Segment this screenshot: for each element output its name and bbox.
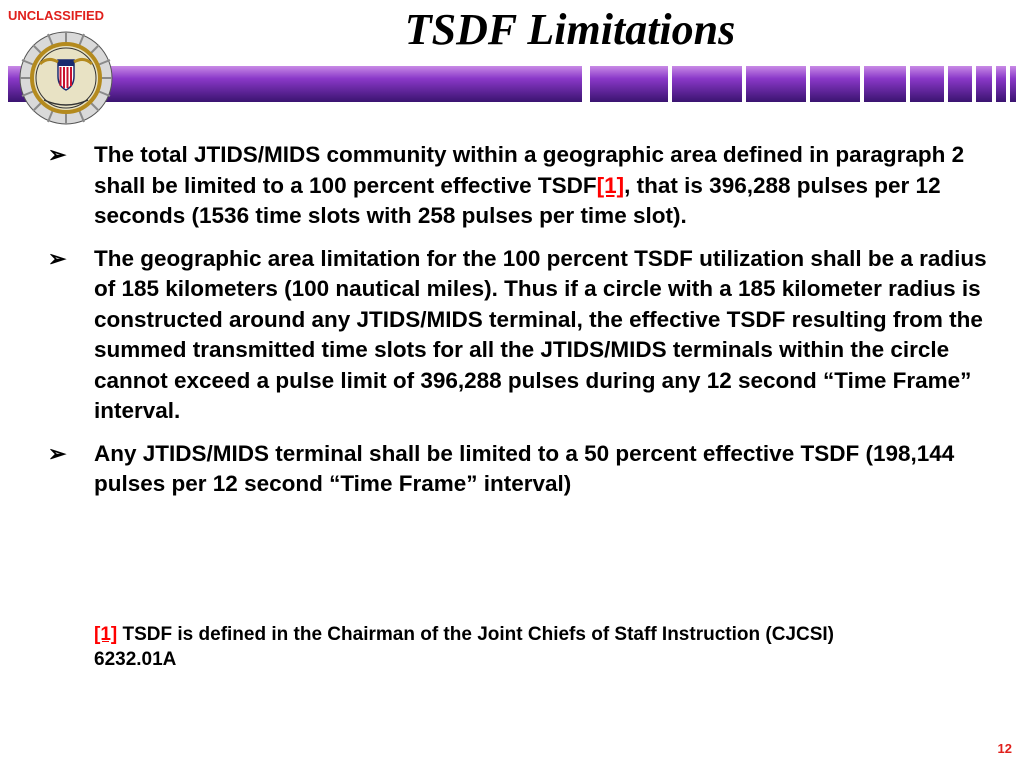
header-bar-segment [672, 66, 742, 102]
header-bar-strip [0, 66, 1024, 102]
reference-link[interactable]: [1] [596, 172, 625, 198]
bullet-text: Any JTIDS/MIDS terminal shall be limited to a 50 percent effective TSDF (198,144 pulses per 12 second “Time Frame” interval) [94, 440, 955, 496]
footnote-reference-link[interactable]: [1] [94, 624, 118, 645]
header-bar-segment [996, 66, 1006, 102]
arrow-bullet-icon: ➢ [48, 440, 67, 466]
bullet-item [48, 140, 998, 232]
page-number: 12 [997, 741, 1012, 756]
header-bar-segment [102, 66, 582, 102]
header-bar-segment [590, 66, 668, 102]
footnote-text: TSDF is defined in the Chairman of the Joint Chiefs of Staff Instruction (CJCSI) 6232.01A [94, 624, 834, 670]
bullet-item [48, 439, 998, 500]
header-bar-segment [810, 66, 860, 102]
header-bar-segment [976, 66, 992, 102]
header-bar-segment [910, 66, 944, 102]
header-bar-segment [1010, 66, 1016, 102]
bullet-item [48, 244, 998, 427]
bullet-list [48, 140, 998, 512]
bullet-text-continued: , that is 396,288 pulses per 12 seconds (1536 time slots with 258 pulses per time slot). [94, 172, 941, 228]
classification-label: UNCLASSIFIED [8, 8, 105, 23]
bullet-text: The geographic area limitation for the 100 percent TSDF utilization shall be a radius of 185 kilometers (100 nautical miles). Thus if a circle with a 185 kilometer radius is constructed around any JTIDS/MIDS terminal, the effective TSDF resulting from the summed transmitted time slots for all the JTIDS/MIDS terminals within the circle cannot exceed a pulse limit of 396,288 pulses during any 12 second “Time Frame” interval. [94, 245, 987, 423]
arrow-bullet-icon: ➢ [48, 142, 67, 167]
header-bar-segment [864, 66, 906, 102]
slide-title: TSDF Limitations [404, 5, 736, 54]
footnote [94, 622, 894, 672]
header-bar-segment [948, 66, 972, 102]
header-bar-segment [746, 66, 806, 102]
joint-chiefs-seal-icon [18, 30, 114, 126]
arrow-bullet-icon: ➢ [48, 245, 67, 271]
bullet-text: The total JTIDS/MIDS community within a geographic area defined in paragraph 2 shall be limited to a 100 percent effective TSDF [94, 142, 965, 198]
